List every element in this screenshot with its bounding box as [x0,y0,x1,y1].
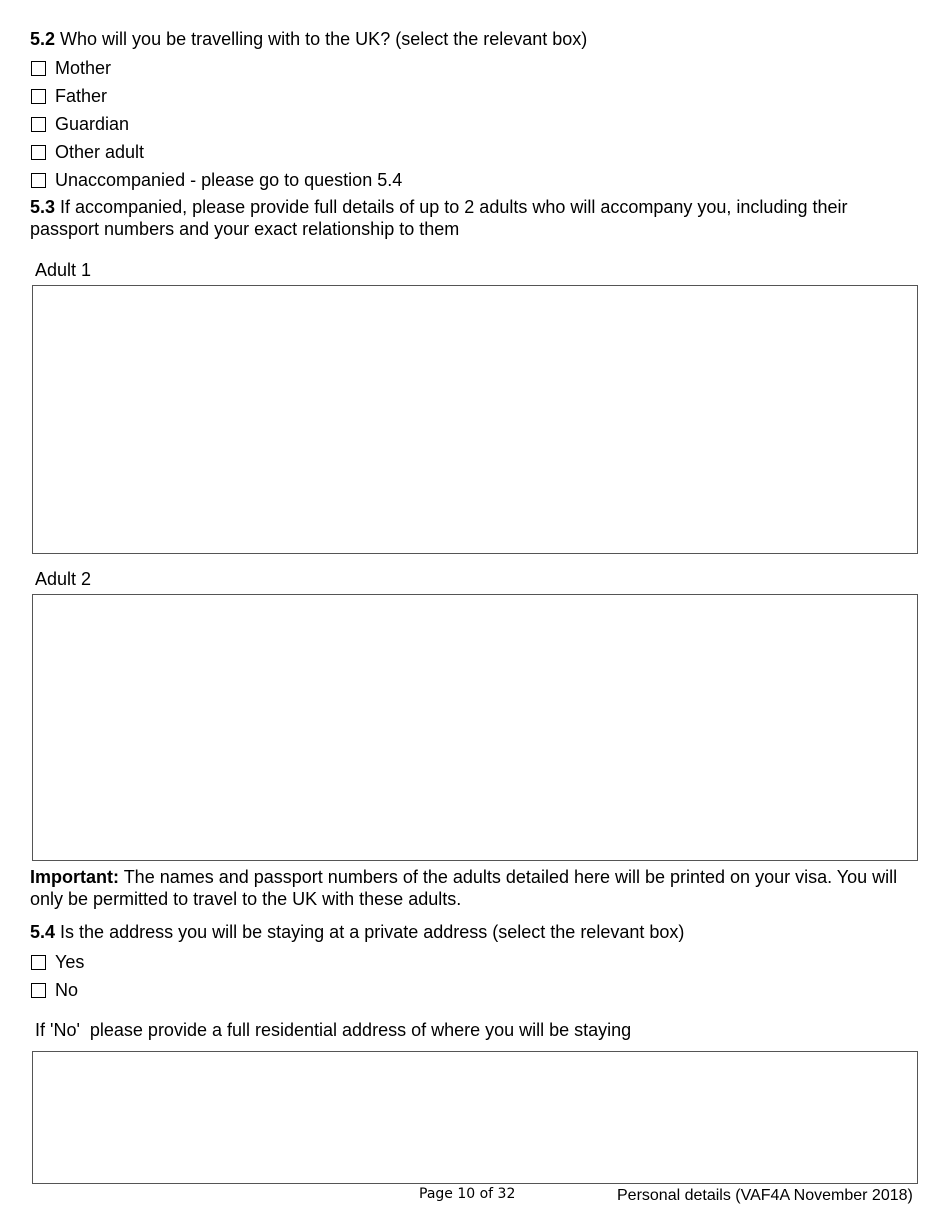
question-number: 5.4 [30,922,56,942]
important-text: The names and passport numbers of the adults detailed here will be printed on your visa. You will only be permitted to travel to the UK with these adults. [30,867,898,909]
important-label: Important: [30,867,119,887]
important-note [30,866,910,910]
option-guardian[interactable] [31,113,129,135]
question-text: Is the address you will be staying at a private address (select the relevant box) [60,922,685,942]
option-label: Father [55,86,108,106]
option-yes[interactable] [31,951,84,973]
question-number: 5.3 [30,197,56,217]
page-number: Page 10 of 32 [419,1186,516,1202]
checkbox[interactable] [31,89,46,104]
option-label: Mother [55,58,112,78]
question-5-2-heading [30,28,587,50]
adult-2-label: Adult 2 [35,569,92,589]
option-label: Other adult [55,142,145,162]
option-no[interactable] [31,979,78,1001]
question-number: 5.2 [30,29,56,49]
question-text: If accompanied, please provide full details of up to 2 adults who will accompany you, including their passport numbers and your exact relationship to them [30,197,848,239]
question-5-4-heading [30,921,684,943]
option-label: Unaccompanied - please go to question 5.4 [55,170,403,190]
question-text: Who will you be travelling with to the UK? (select the relevant box) [60,29,588,49]
option-label: Yes [55,952,85,972]
question-5-3-heading [30,196,910,240]
checkbox[interactable] [31,173,46,188]
option-unaccompanied[interactable] [31,169,402,191]
adult-1-label: Adult 1 [35,260,92,280]
checkbox[interactable] [31,117,46,132]
option-father[interactable] [31,85,107,107]
option-label: Guardian [55,114,130,134]
adult-1-details-field[interactable] [32,285,918,554]
checkbox[interactable] [31,983,46,998]
checkbox[interactable] [31,145,46,160]
residential-address-field[interactable] [32,1051,918,1184]
form-reference: Personal details (VAF4A November 2018) [617,1187,913,1204]
checkbox[interactable] [31,955,46,970]
option-label: No [55,980,79,1000]
option-other-adult[interactable] [31,141,144,163]
adult-2-details-field[interactable] [32,594,918,861]
option-mother[interactable] [31,57,111,79]
address-prompt: If 'No' please provide a full residential address of where you will be staying [35,1020,632,1040]
checkbox[interactable] [31,61,46,76]
